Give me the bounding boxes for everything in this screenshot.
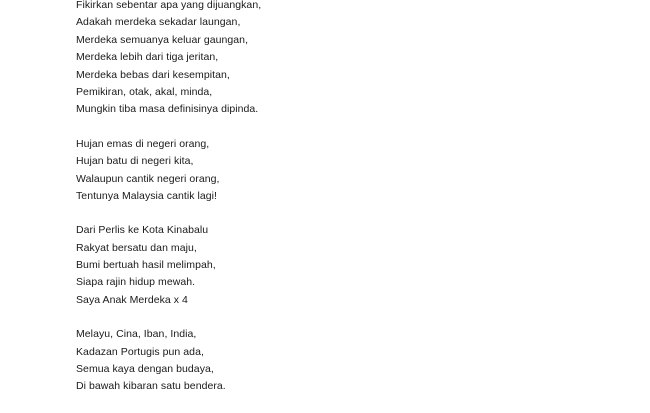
poem-line: Pemikiran, otak, akal, minda, [76,85,213,98]
stanza-4 [76,326,636,396]
poem-line: Kadazan Portugis pun ada, [76,345,204,358]
poem-line: Adakah merdeka sekadar laungan, [76,16,241,29]
poem-line: Fikirkan sebentar apa yang dijuangkan, [76,0,262,11]
poem-line: Hujan batu di negeri kita, [76,155,194,168]
poem-line: Tentunya Malaysia cantik lagi! [76,189,217,202]
poem-line: Mungkin tiba masa definisinya dipinda. [76,103,259,116]
poem-line: Hujan emas di negeri orang, [76,137,210,150]
poem-line: Merdeka bebas dari kesempitan, [76,68,230,81]
poem-line: Bumi bertuah hasil melimpah, [76,259,216,272]
stanza-2 [76,136,636,206]
poem-line: Dari Perlis ke Kota Kinabalu [76,224,209,237]
poem-page [76,0,636,413]
poem-line: Walaupun cantik negeri orang, [76,172,220,185]
poem-line: Merdeka semuanya keluar gaungan, [76,33,249,46]
poem-line: Melayu, Cina, Iban, India, [76,328,197,341]
stanza-1 [76,0,636,119]
poem-line: Siapa rajin hidup mewah. [76,276,196,289]
poem-line: Saya Anak Merdeka x 4 [76,293,188,306]
poem-line: Semua kaya dengan budaya, [76,363,214,376]
poem-line: Rakyat bersatu dan maju, [76,241,197,254]
poem-line: Di bawah kibaran satu bendera. [76,380,226,393]
stanza-3 [76,222,636,309]
poem-line: Merdeka lebih dari tiga jeritan, [76,51,219,64]
